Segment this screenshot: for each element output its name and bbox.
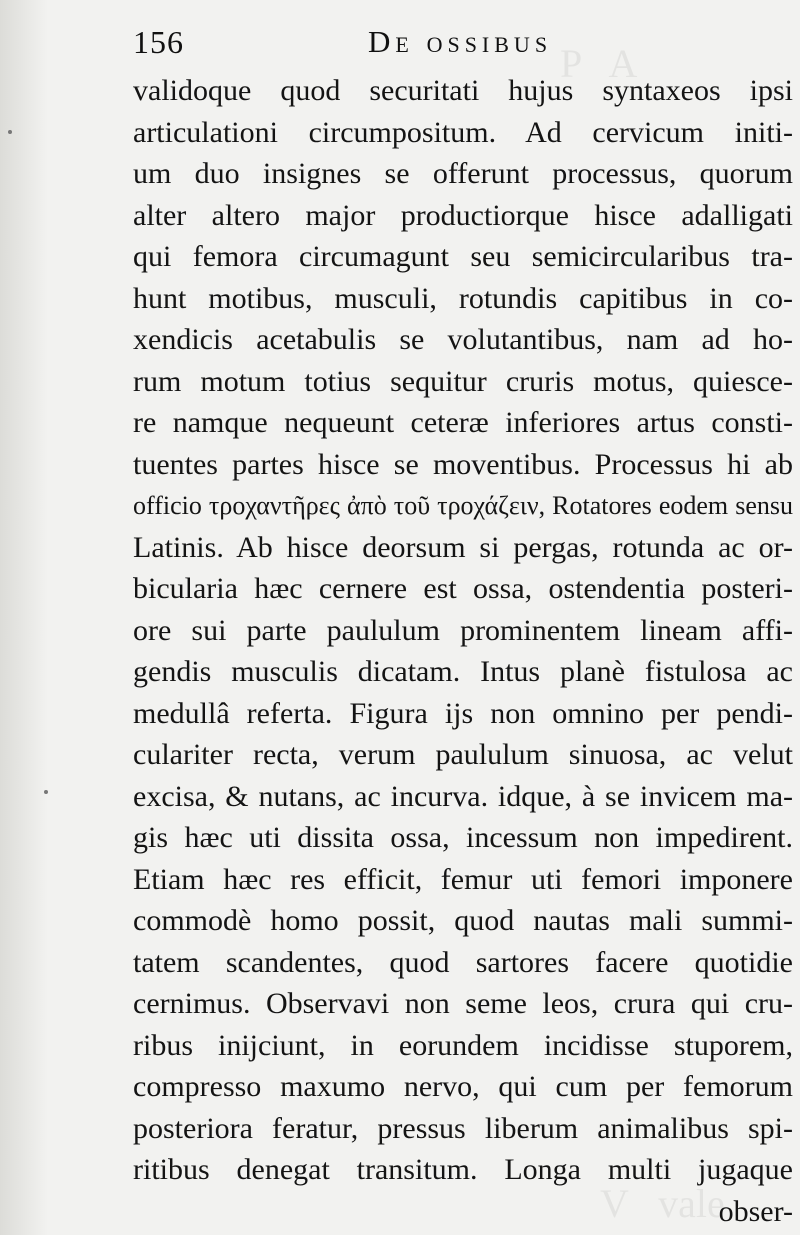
text-line: compresso maxumo nervo, qui cum per femorum bbox=[133, 1070, 793, 1103]
text-line: xendicis acetabulis se volutantibus, nam ad ho- bbox=[133, 323, 793, 356]
text-line: ribus inijciunt, in eorundem incidisse stuporem, bbox=[133, 1028, 793, 1062]
text-line: medullâ referta. Figura ijs non omnino per pendi- bbox=[133, 696, 793, 730]
text-line: cernimus. Observavi non seme leos, crura qui cru- bbox=[133, 987, 793, 1020]
text-line: excisa, & nutans, ac incurva. idque, à se invicem ma- bbox=[133, 779, 793, 813]
text-line: Etiam hæc res efficit, femur uti femori imponere bbox=[133, 862, 793, 896]
page-number: 156 bbox=[133, 24, 184, 60]
text-line: ore sui parte paululum prominentem lineam affi- bbox=[133, 613, 793, 647]
margin-speck bbox=[8, 130, 12, 134]
text-line: validoque quod securitati hujus syntaxeos ipsi bbox=[133, 74, 793, 107]
text-line: tuentes partes hisce se moventibus. Processus hi ab bbox=[133, 447, 793, 481]
text-line: posteriora feratur, pressus liberum animalibus spi- bbox=[133, 1111, 793, 1145]
running-head: De ossibus bbox=[368, 24, 553, 59]
text-line: bicularia hæc cernere est ossa, ostendentia posteri- bbox=[133, 572, 793, 605]
text-line: commodè homo possit, quod nautas mali summi- bbox=[133, 904, 793, 937]
text-line: gis hæc uti dissita ossa, incessum non impedirent. bbox=[133, 821, 793, 854]
text-line: officio τροχαντῆρες ἀπὸ τοῦ τροχάζειν, Rotatores eodem sensu bbox=[133, 491, 793, 520]
margin-speck bbox=[44, 790, 48, 794]
text-line: ritibus denegat transitum. Longa multi jugaque bbox=[133, 1153, 793, 1186]
text-line: rum motum totius sequitur cruris motus, quiesce- bbox=[133, 364, 793, 398]
text-line: Latinis. Ab hisce deorsum si pergas, rotunda ac or- bbox=[133, 530, 793, 564]
show-through-text: V vale bbox=[600, 1181, 725, 1226]
show-through-text: P A bbox=[560, 41, 638, 86]
text-line: gendis musculis dicatam. Intus planè fistulosa ac bbox=[133, 655, 793, 688]
text-line: qui femora circumagunt seu semicircularibus tra- bbox=[133, 240, 793, 273]
text-line: articulationi circumpositum. Ad cervicum initi- bbox=[133, 115, 793, 149]
text-line: um duo insignes se offerunt processus, quorum bbox=[133, 157, 793, 190]
text-line: culariter recta, verum paululum sinuosa, ac velut bbox=[133, 738, 793, 771]
text-line: re namque nequeunt ceteræ inferiores artus consti- bbox=[133, 406, 793, 439]
text-line: alter altero major productiorque hisce adalligati bbox=[133, 198, 793, 232]
catchword: obser- bbox=[718, 1194, 793, 1228]
body-text bbox=[133, 70, 793, 1232]
text-line: tatem scandentes, quod sartores facere quotidie bbox=[133, 945, 793, 979]
page-gutter-shadow bbox=[0, 0, 48, 1235]
text-line: hunt motibus, musculi, rotundis capitibus in co- bbox=[133, 281, 793, 315]
